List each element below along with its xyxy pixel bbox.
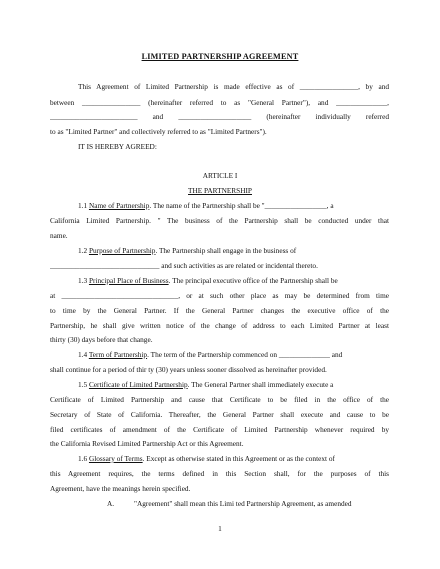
section-1-3-line-5: thirty (30) days before that change. <box>50 335 153 344</box>
article-heading-wrap <box>0 186 440 195</box>
section-1-2-title: Purpose of Partnership <box>88 246 156 255</box>
section-1-6-line-1 <box>78 454 389 463</box>
section-1-5-number: 1.5 <box>78 380 88 389</box>
section-1-6-line-2: this Agreement requires, the terms defined in this Section shall, for the purposes of this <box>50 469 389 478</box>
section-1-6-title: Glossary of Terms <box>88 454 143 463</box>
section-1-6-number: 1.6 <box>78 454 88 463</box>
article-number: ARTICLE I <box>202 171 238 180</box>
section-1-6-line-3: Agreement, have the meanings herein specified. <box>50 484 191 493</box>
section-1-1-line-3: name. <box>50 231 68 240</box>
section-1-4-number: 1.4 <box>78 350 88 359</box>
section-1-2-text: . The Partnership shall engage in the business of <box>155 246 297 255</box>
section-1-2-number: 1.2 <box>78 246 88 255</box>
intro-line-2: between ________________ (hereinafter referred to as "General Partner"), and ______________, <box>50 98 389 107</box>
section-1-5-title: Certificate of Limited Partnership <box>88 380 188 389</box>
section-1-1-line-2: California Limited Partnership. " The business of the Partnership shall be conducted under that <box>50 216 389 225</box>
section-1-3-line-4: Partnership, he shall give written notice of the change of address to each Limited Partner at least <box>50 321 389 330</box>
section-1-5-line-5: the California Revised Limited Partnership Act or this Agreement. <box>50 439 244 448</box>
definition-a-text: "Agreement" shall mean this Limi ted Partnership Agreement, as amended <box>134 499 352 508</box>
section-1-5-line-2: Certificate of Limited Partnership and cause that Certificate to be filed in the office of the <box>50 395 389 404</box>
section-1-2-line-2: ______________________________ and such activities as are related or incidental thereto. <box>50 261 318 270</box>
section-1-3-line-1 <box>78 276 389 285</box>
section-1-1-number: 1.1 <box>78 201 88 210</box>
intro-line-3: ________________________ and ____________________ (hereinafter individually referred <box>50 112 389 121</box>
section-1-4-line-2: shall continue for a period of thir ty (30) years unless sooner dissolved as hereinafter provided. <box>50 365 327 374</box>
section-1-3-line-2: at ________________________________, or at such other place as may be determined from time <box>50 291 389 300</box>
section-1-5-text: . The General Partner shall immediately execute a <box>187 380 334 389</box>
page-number: 1 <box>218 524 222 533</box>
section-1-2-line-1 <box>78 246 389 255</box>
intro-line-4: to as "Limited Partner" and collectively referred to as "Limited Partners"). <box>50 127 267 136</box>
section-1-1-title: Name of Partnership <box>88 201 150 210</box>
section-1-3-number: 1.3 <box>78 276 88 285</box>
section-1-3-text: . The principal executive office of the Partnership shall be <box>168 276 338 285</box>
section-1-5-line-4: filed certificates of amendment of the Certificate of Limited Partnership whenever required by <box>50 425 389 434</box>
section-1-1-line-1 <box>78 201 389 210</box>
section-1-5-line-1 <box>78 380 389 389</box>
section-1-5-line-3: Secretary of State of California. Thereafter, the General Partner shall execute and cause to be <box>50 410 389 419</box>
section-1-3-line-3: to time by the General Partner. If the General Partner changes the executive office of the <box>50 306 389 315</box>
section-1-4-line-1 <box>78 350 389 359</box>
section-1-6-text: . Except as otherwise stated in this Agreement or as the context of <box>142 454 335 463</box>
section-1-4-text: . The term of the Partnership commenced on ______________ and <box>147 350 343 359</box>
article-heading: THE PARTNERSHIP <box>188 186 252 195</box>
document-title: LIMITED PARTNERSHIP AGREEMENT <box>141 52 299 61</box>
section-1-1-text: . The name of the Partnership shall be "_________________, a <box>149 201 334 210</box>
hereby-agreed: IT IS HEREBY AGREED: <box>78 142 157 151</box>
section-1-4-title: Term of Partnership <box>88 350 148 359</box>
section-1-3-title: Principal Place of Business <box>88 276 169 285</box>
intro-line-1: This Agreement of Limited Partnership is made effective as of ________________, by and <box>78 82 389 91</box>
definition-a-letter: A. <box>107 499 115 508</box>
